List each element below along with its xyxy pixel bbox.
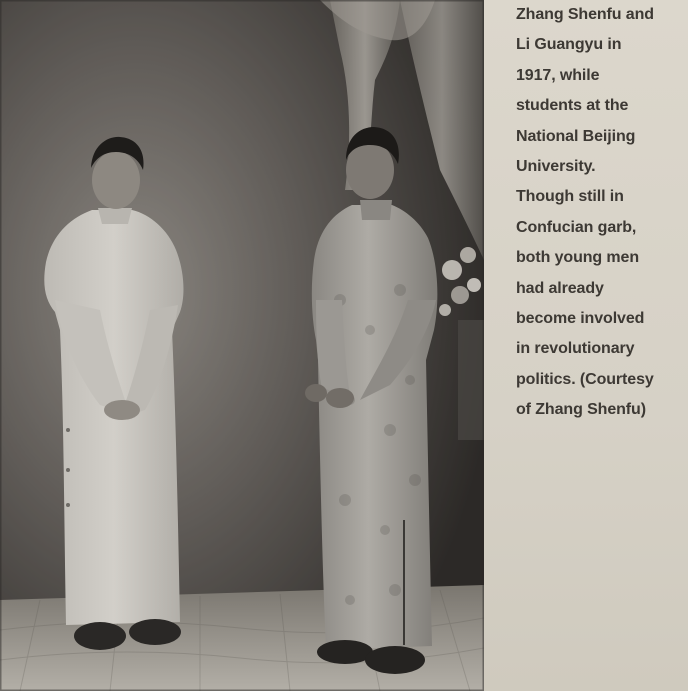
caption-line: of Zhang Shenfu) bbox=[516, 401, 646, 419]
caption-line: 1917, while bbox=[516, 66, 600, 84]
caption-line: students at the bbox=[516, 97, 629, 115]
caption-line: become involved bbox=[516, 310, 645, 328]
caption-line: National Beijing bbox=[516, 127, 636, 145]
caption-line: Confucian garb, bbox=[516, 218, 637, 236]
caption-line: University. bbox=[516, 158, 596, 176]
caption-line: Zhang Shenfu and bbox=[516, 6, 654, 23]
caption-line: had already bbox=[516, 279, 604, 297]
caption-line: Though still in bbox=[516, 188, 624, 206]
photo-caption bbox=[516, 0, 684, 426]
caption-line: politics. (Courtesy bbox=[516, 370, 654, 388]
caption-line: Li Guangyu in bbox=[516, 36, 622, 54]
caption-line: in revolutionary bbox=[516, 340, 635, 358]
caption-line: both young men bbox=[516, 249, 640, 267]
